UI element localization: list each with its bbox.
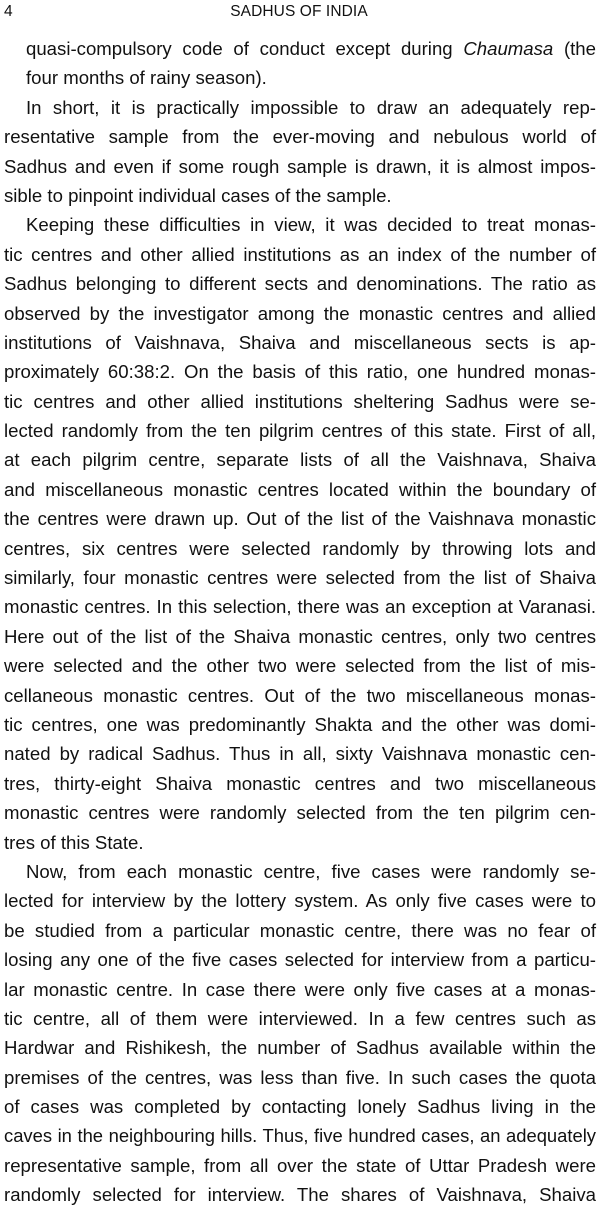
text-line: Now, from each monastic centre, five cases were randomly se- xyxy=(26,860,596,882)
text-line: four months of rainy season). xyxy=(26,67,267,89)
text-line: of cases was completed by contacting lonely Sadhus living in the xyxy=(4,1096,596,1118)
text-line: be studied from a particular monastic centre, there was no fear of xyxy=(4,919,596,941)
italic-term: Chaumasa xyxy=(463,38,554,59)
text-line: similarly, four monastic centres were selected from the list of Shaiva xyxy=(4,567,596,589)
text-line: tic centre, all of them were interviewed. In a few centres such as xyxy=(4,1007,596,1029)
text-line: institutions of Vaishnava, Shaiva and miscellaneous sects is ap- xyxy=(4,331,596,353)
text-line: In short, it is practically impossible to draw an adequately rep- xyxy=(26,96,596,118)
text-line: Here out of the list of the Shaiva monastic centres, only two centres xyxy=(4,625,596,647)
page-number: 4 xyxy=(4,3,13,20)
text-line: quasi-compulsory code of conduct except during Chaumasa (the xyxy=(26,38,596,59)
text-line: tic centres and other allied institutions sheltering Sadhus were se- xyxy=(4,390,596,412)
text-line: representative sample, from all over the state of Uttar Pradesh were xyxy=(4,1154,596,1176)
text-line: lar monastic centre. In case there were only five cases at a monas- xyxy=(4,978,596,1000)
running-title: SADHUS OF INDIA xyxy=(230,3,368,20)
text-line: losing any one of the five cases selected for interview from a particu- xyxy=(4,949,596,971)
text-line: centres, six centres were selected randomly by throwing lots and xyxy=(4,537,596,559)
text-line: lected randomly from the ten pilgrim centres of this state. First of all, xyxy=(4,420,596,442)
running-head xyxy=(4,1,594,23)
text-line: monastic centres. In this selection, there was an exception at Varanasi. xyxy=(4,596,596,618)
text-line: nated by radical Sadhus. Thus in all, sixty Vaishnava monastic cen- xyxy=(4,743,596,765)
text-line: monastic centres were randomly selected from the ten pilgrim cen- xyxy=(4,802,596,824)
text-line: premises of the centres, was less than five. In such cases the quota xyxy=(4,1066,596,1088)
text-line: and miscellaneous monastic centres located within the boundary of xyxy=(4,478,596,500)
text-line: proximately 60:38:2. On the basis of this ratio, one hundred monas- xyxy=(4,361,596,383)
text-line: Keeping these difficulties in view, it was decided to treat monas- xyxy=(26,214,596,236)
text-line: the centres were drawn up. Out of the list of the Vaishnava monastic xyxy=(4,508,596,530)
text-line: observed by the investigator among the monastic centres and allied xyxy=(4,302,596,324)
text-line: Sadhus and even if some rough sample is drawn, it is almost impos- xyxy=(4,155,596,177)
text-line: sible to pinpoint individual cases of the sample. xyxy=(4,184,392,206)
text-line: tres, thirty-eight Shaiva monastic centres and two miscellaneous xyxy=(4,772,596,794)
body-text xyxy=(4,34,596,1210)
text-line: Sadhus belonging to different sects and denominations. The ratio as xyxy=(4,273,596,295)
text-line: tres of this State. xyxy=(4,831,144,853)
text-line: lected for interview by the lottery system. As only five cases were to xyxy=(4,890,596,912)
text-line: at each pilgrim centre, separate lists of all the Vaishnava, Shaiva xyxy=(4,449,596,471)
text-line: resentative sample from the ever-moving and nebulous world of xyxy=(4,126,596,148)
text-line: tic centres, one was predominantly Shakta and the other was domi- xyxy=(4,713,596,735)
text-line: cellaneous monastic centres. Out of the two miscellaneous monas- xyxy=(4,684,596,706)
text-line: tic centres and other allied institutions as an index of the number of xyxy=(4,243,596,265)
text-line: Hardwar and Rishikesh, the number of Sadhus available within the xyxy=(4,1037,596,1059)
text-line: caves in the neighbouring hills. Thus, five hundred cases, an adequately xyxy=(4,1125,596,1147)
text-line: were selected and the other two were selected from the list of mis- xyxy=(4,655,596,677)
text-line: randomly selected for interview. The shares of Vaishnava, Shaiva xyxy=(4,1184,596,1206)
